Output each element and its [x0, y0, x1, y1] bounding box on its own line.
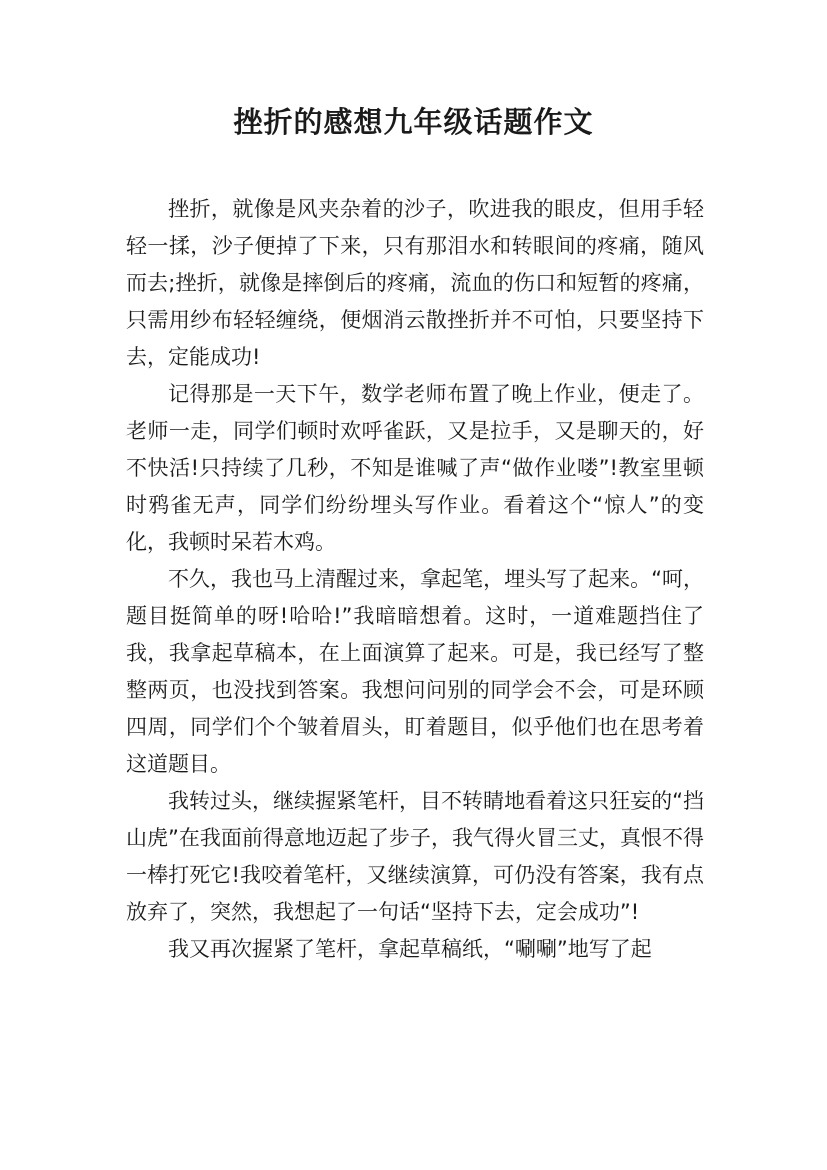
paragraph: 记得那是一天下午，数学老师布置了晚上作业，便走了。老师一走，同学们顿时欢呼雀跃，又是拉手，又是聊天的，好不快活!只持续了几秒，不知是谁喊了声“做作业喽”!教室里顿时鸦雀无声，同学们纷纷埋头写作业。看着这个“惊人”的变化，我顿时呆若木鸡。	[126, 382, 704, 554]
document-title: 挫折的感想九年级话题作文	[233, 105, 594, 139]
document-body	[126, 191, 704, 968]
paragraph: 我转过头，继续握紧笔杆，目不转睛地看着这只狂妄的“挡山虎”在我面前得意地迈起了步子，我气得火冒三丈，真恨不得一棒打死它!我咬着笔杆，又继续演算，可仍没有答案，我有点放弃了，突然，我想起了一句话“坚持下去，定会成功”!	[126, 789, 704, 924]
paragraph: 我又再次握紧了笔杆，拿起草稿纸，“唰唰”地写了起	[168, 937, 652, 961]
paragraph: 不久，我也马上清醒过来，拿起笔，埋头写了起来。“呵，题目挺简单的呀!哈哈!”我暗暗想着。这时，一道难题挡住了我，我拿起草稿本，在上面演算了起来。可是，我已经写了整整两页，也没找到答案。我想问问别的同学会不会，可是环顾四周，同学们个个皱着眉头，盯着题目，似乎他们也在思考着这道题目。	[126, 567, 704, 776]
paragraph: 挫折，就像是风夹杂着的沙子，吹进我的眼皮，但用手轻轻一揉，沙子便掉了下来，只有那泪水和转眼间的疼痛，随风而去;挫折，就像是摔倒后的疼痛，流血的伤口和短暂的疼痛，只需用纱布轻轻缠绕，便烟消云散挫折并不可怕，只要坚持下去，定能成功!	[126, 197, 704, 369]
